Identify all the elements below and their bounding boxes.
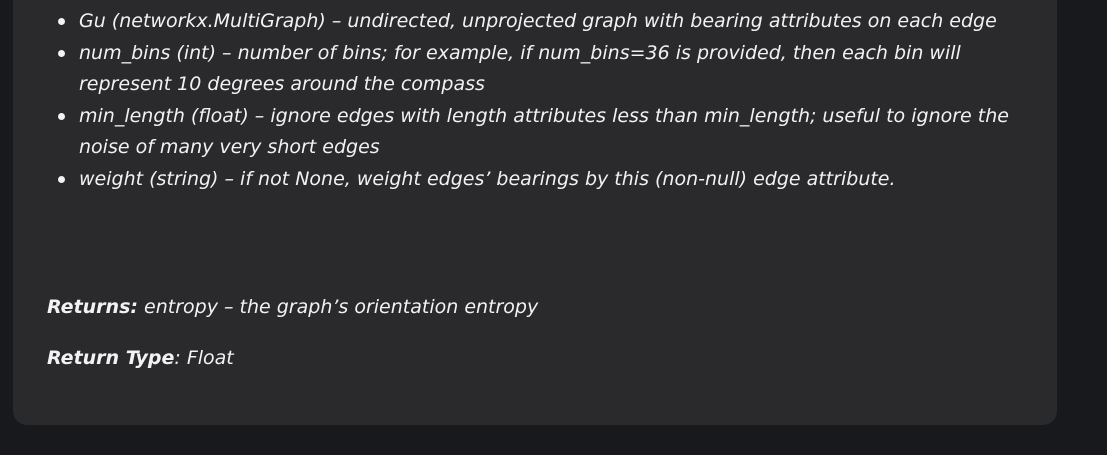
parameter-gu (57, 6, 1032, 37)
doc-card (13, 0, 1057, 425)
returns-value: entropy – the graph’s orientation entropy (137, 296, 539, 318)
bullet-icon (58, 176, 65, 183)
return-type-value: : Float (174, 347, 234, 369)
parameter-text: min_length (float) – ignore edges with length attributes less than min_length; useful to ignore the noise of many very short edges (79, 105, 1009, 158)
parameter-text: weight (string) – if not None, weight edges’ bearings by this (non-null) edge attribute. (79, 168, 896, 190)
parameter-text: num_bins (int) – number of bins; for example, if num_bins=36 is provided, then each bin will represent 10 degrees around the compass (79, 42, 961, 95)
parameter-weight (57, 164, 1032, 195)
parameter-list (57, 6, 1032, 196)
bullet-icon (58, 18, 65, 25)
parameter-num-bins (57, 38, 1032, 100)
parameter-min-length (57, 101, 1032, 163)
returns-label: Returns: (47, 296, 138, 318)
return-type-section (47, 343, 234, 374)
return-type-label: Return Type (47, 347, 175, 369)
returns-section (47, 292, 538, 323)
bullet-icon (58, 113, 65, 120)
parameter-text: Gu (networkx.MultiGraph) – undirected, unprojected graph with bearing attributes on each edge (79, 10, 997, 32)
bullet-icon (58, 50, 65, 57)
